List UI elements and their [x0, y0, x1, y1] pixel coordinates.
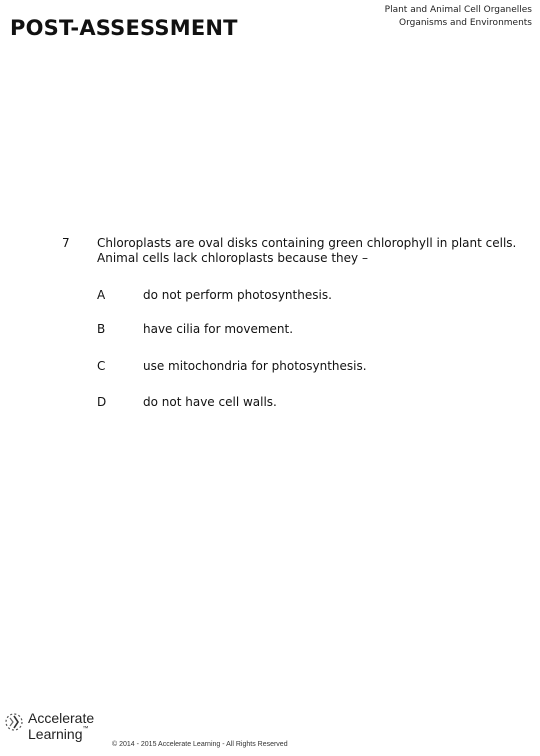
option-text: do not have cell walls. — [143, 395, 277, 409]
option-text: do not perform photosynthesis. — [143, 288, 332, 302]
option-text: have cilia for movement. — [143, 322, 294, 336]
option-letter: A — [97, 288, 106, 302]
unit-label: Organisms and Environments — [398, 18, 532, 28]
subject-label: Plant and Animal Cell Organelles — [384, 5, 532, 15]
option-letter: C — [97, 359, 106, 373]
question-number: 7 — [62, 236, 70, 250]
logo-text-learning: Learning™ — [28, 726, 89, 742]
logo-arrows-icon — [4, 712, 24, 732]
copyright-notice: © 2014 - 2015 Accelerate Learning - All Rights Reserved — [112, 741, 288, 748]
document-info — [385, 4, 532, 30]
accelerate-learning-logo — [4, 710, 114, 754]
trademark-symbol: ™ — [82, 726, 89, 732]
question-text: Chloroplasts are oval disks containing green chlorophyll in plant cells. Animal cells lack chloroplasts because they – — [97, 236, 517, 265]
option-text: use mitochondria for photosynthesis. — [143, 359, 367, 373]
option-letter: B — [97, 322, 106, 336]
page-title: POST-ASSESSMENT — [10, 16, 238, 40]
option-letter: D — [97, 395, 107, 409]
logo-text-accelerate: Accelerate — [28, 710, 95, 726]
